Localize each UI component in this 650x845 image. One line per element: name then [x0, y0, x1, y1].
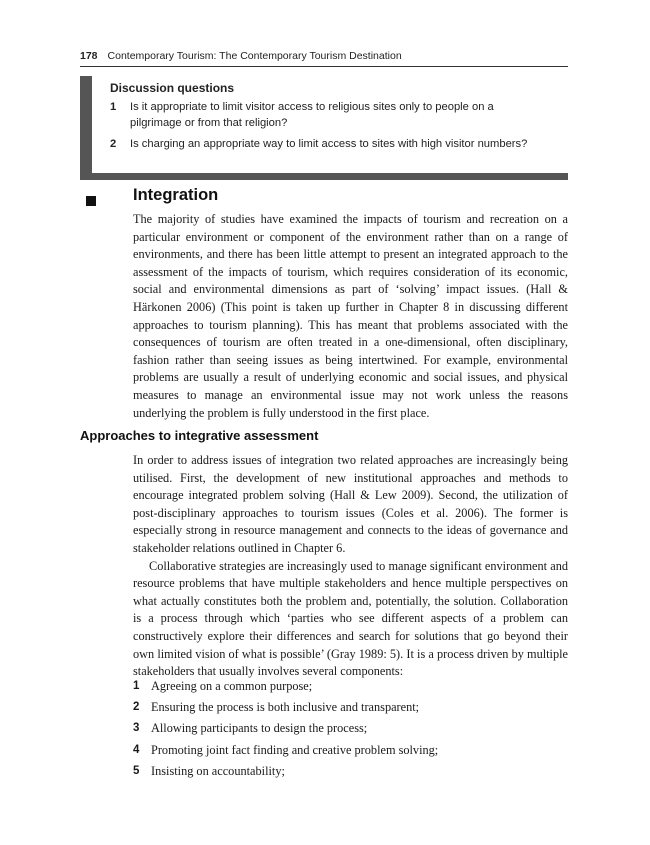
question-number: 2: [110, 138, 117, 150]
section-heading: Integration: [133, 186, 219, 204]
question-text: Is it appropriate to limit visitor access to religious sites only to people on a pilgrimage or from that religion?: [130, 101, 494, 129]
list-number: 2: [133, 701, 140, 714]
components-list: [133, 676, 568, 782]
list-item: [133, 740, 568, 761]
discussion-title: Discussion questions: [110, 81, 235, 95]
discussion-question: [110, 99, 530, 131]
list-text: Insisting on accountability;: [151, 763, 285, 778]
subsection-body: [133, 452, 568, 681]
list-item: [133, 718, 568, 739]
section-bullet-square: [86, 196, 96, 206]
question-number: 1: [110, 101, 117, 113]
section-body: [133, 211, 568, 422]
discussion-questions-box: [80, 76, 568, 180]
box-left-bar: [80, 76, 92, 180]
subsection-paragraph-1: In order to address issues of integration two related approaches are increasingly being utilised. First, the development of new institutional approaches and methods to encourage integrated problem solving (Hall & Lew 2009). Second, the utilization of post-disciplinary approaches to tourism issues (Coles et al. 2006). The former is especially strong in resource management and connects to the ideas of governance and stakeholder relations outlined in Chapter 6.: [133, 453, 568, 555]
list-text: Agreeing on a common purpose;: [151, 679, 313, 693]
list-text: Promoting joint fact finding and creative problem solving;: [151, 742, 439, 757]
list-text: Allowing participants to design the process;: [151, 721, 368, 736]
question-text: Is charging an appropriate way to limit access to sites with high visitor numbers?: [130, 138, 528, 150]
list-number: 1: [133, 680, 140, 692]
list-number: 4: [133, 743, 140, 756]
page-number: 178: [80, 50, 98, 62]
list-text: Ensuring the process is both inclusive and transparent;: [151, 700, 420, 715]
list-number: 5: [133, 764, 140, 777]
list-item: [133, 761, 568, 782]
subsection-paragraph-2: Collaborative strategies are increasingly used to manage significant environment and resource problems that have multiple stakeholders and hence multiple perspectives on what actually constitutes both the problem and, potentially, the solution. Collaboration is a process through which ‘parties who see different aspects of a problem can constructively explore their differences and search for solutions that go beyond their own limited vision of what is possible’ (Gray 1989: 5). It is a process driven by multiple stakeholders that usually involves several components:: [133, 558, 568, 679]
list-number: 3: [133, 722, 140, 735]
box-bottom-bar: [80, 173, 568, 180]
discussion-question: [110, 136, 530, 152]
list-item: [133, 697, 568, 718]
list-item: [133, 676, 568, 697]
section-paragraph: The majority of studies have examined the impacts of tourism and recreation on a particular environment or component of the environment rather than on a range of environments, and there has been little attempt to present an integrated approach to the assessment of the impacts of tourism, which requires consideration of its economic, social and environmental dimensions as part of ‘solving’ impact issues. (Hall & Härkonen 2006) (This point is taken up further in Chapter 8 in discussing different approaches to tourism planning). This has meant that problems associated with the consequences of tourism are often treated in a one-dimensional, often disciplinary, fashion rather than seeing issues as being intertwined. For example, environmental problems are usually a result of underlying economic and social issues, and physical measures to manage an environmental issue may not work unless the reasons underlying the problem is fully understood in the first place.: [133, 212, 568, 420]
running-header: [80, 50, 568, 67]
subsection-heading: Approaches to integrative assessment: [80, 428, 319, 443]
running-title: Contemporary Tourism: The Contemporary Tourism Destination: [107, 50, 402, 62]
